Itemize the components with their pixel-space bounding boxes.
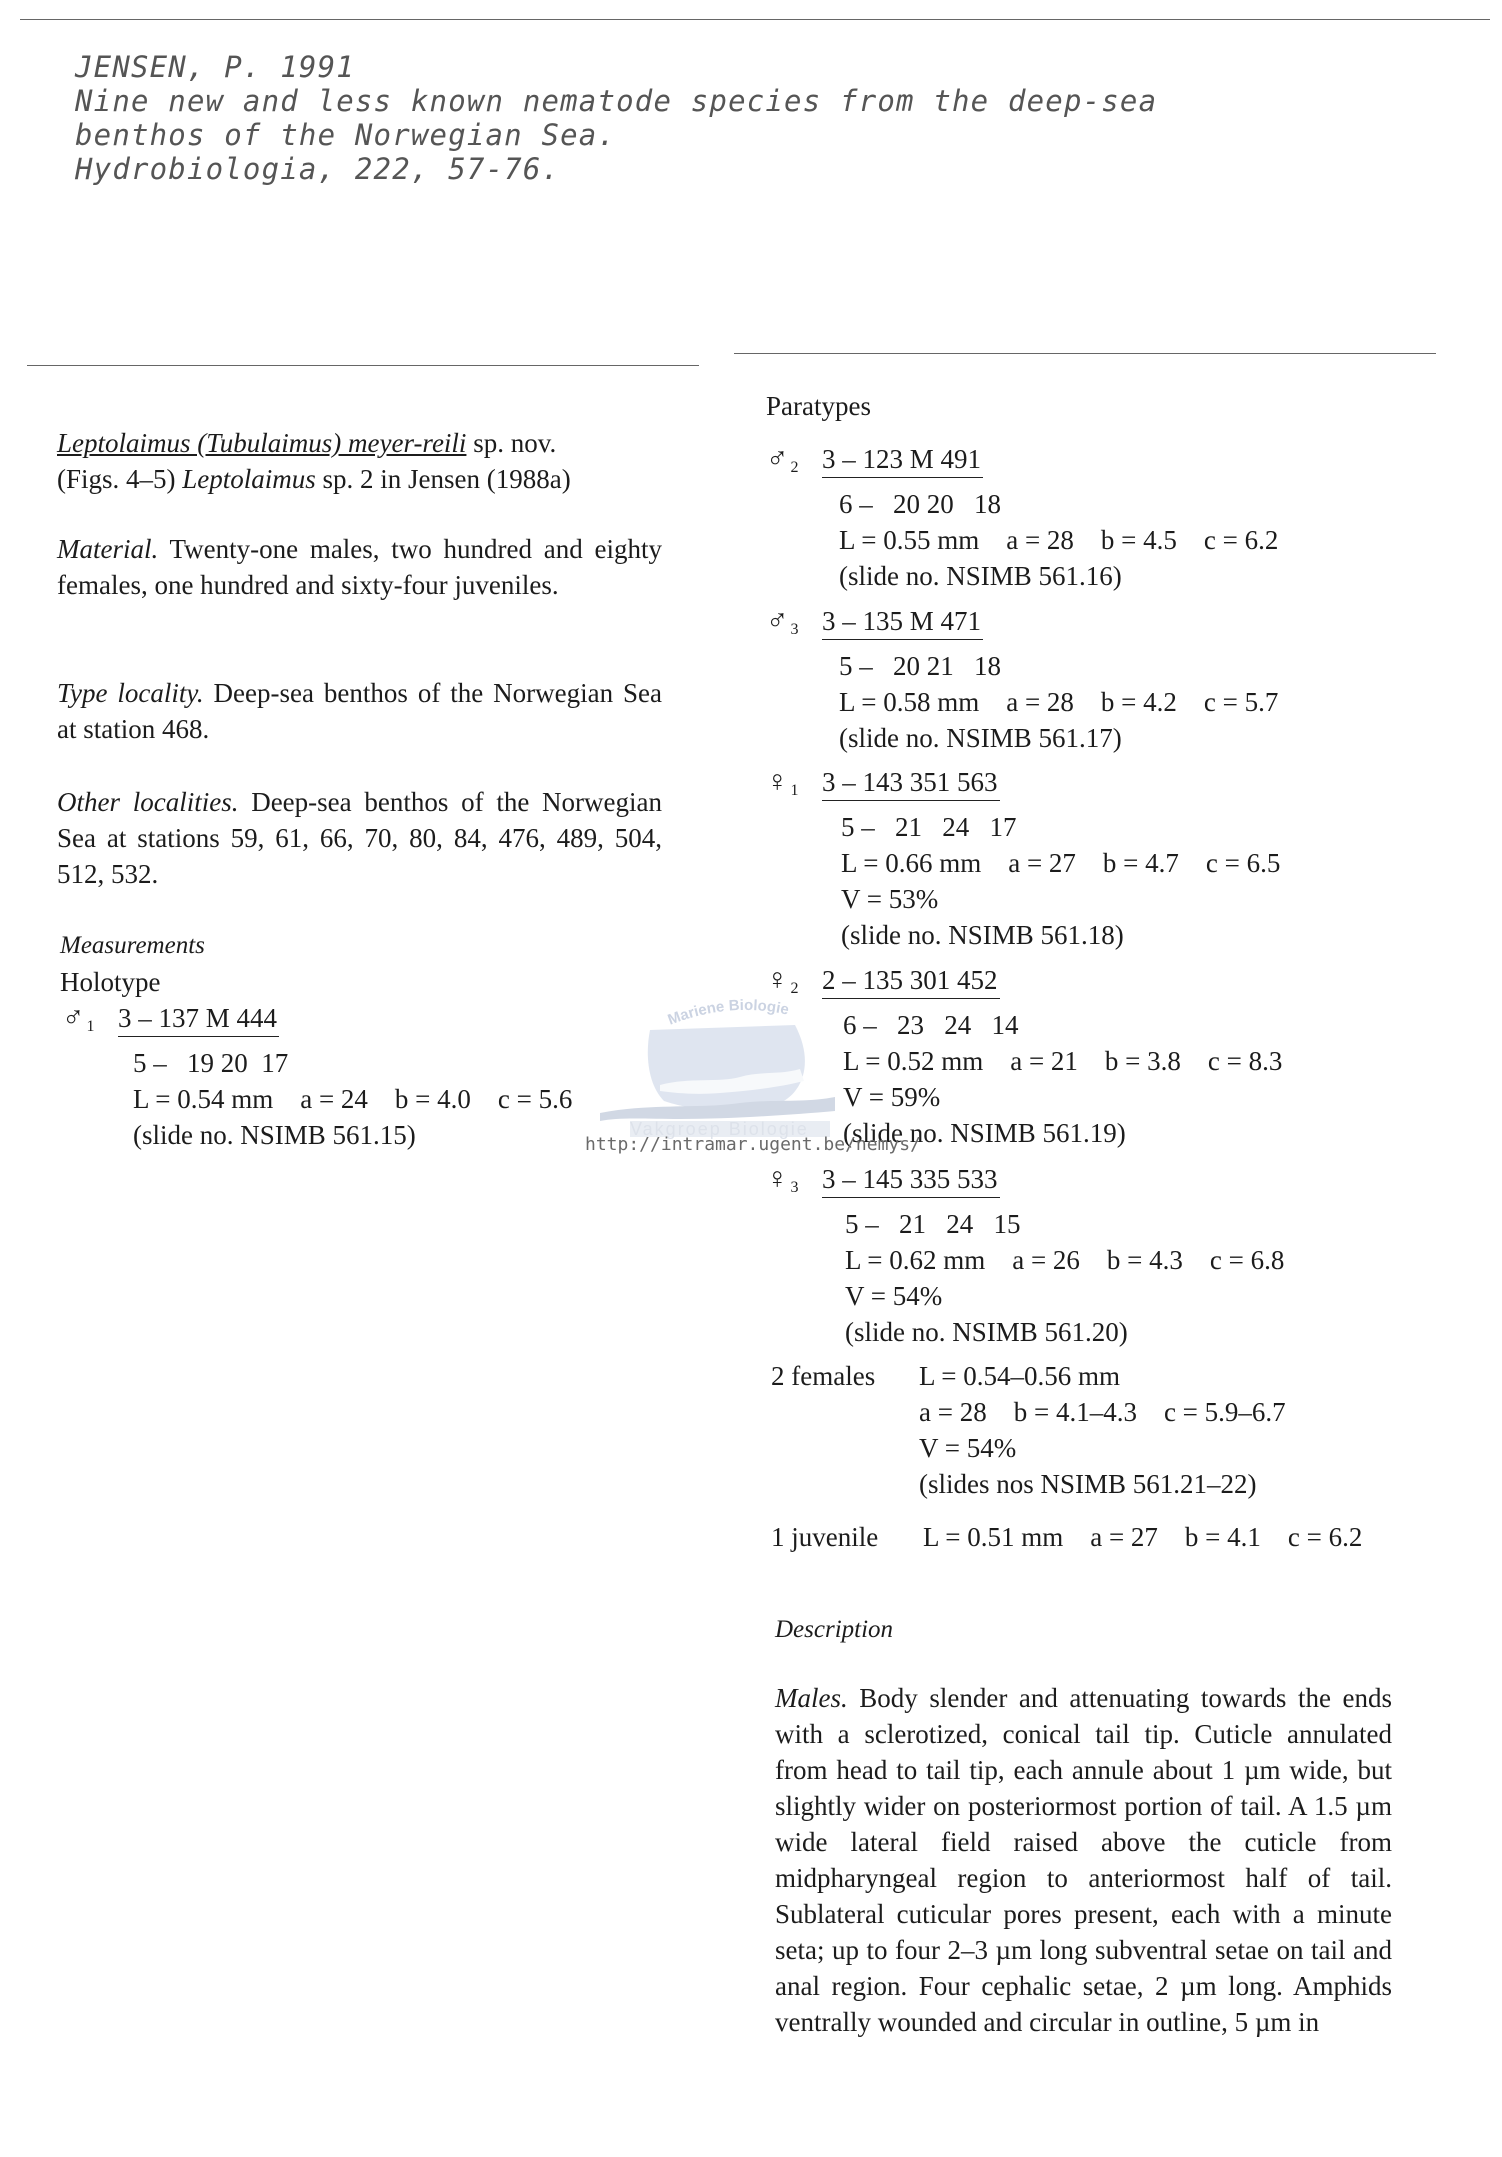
other-localities-label: Other localities.: [57, 787, 239, 817]
paratype-entry: [766, 962, 1282, 1151]
paratype-entry: [766, 441, 1278, 594]
material-label: Material.: [57, 534, 159, 564]
two-females-ratios: a = 28 b = 4.1–4.3 c = 5.9–6.7: [919, 1397, 1286, 1427]
two-females-v: V = 54%: [919, 1433, 1017, 1463]
watermark-arc-text: Mariene Biologie: [665, 996, 791, 1029]
material-paragraph: [57, 531, 662, 603]
description-heading: Description: [775, 1616, 894, 1643]
males-label: Males.: [775, 1683, 848, 1713]
citation-journal: Hydrobiologia, 222, 57-76.: [75, 152, 561, 186]
slide-number: (slide no. NSIMB 561.20): [845, 1317, 1128, 1347]
watermark-url: http://intramar.ugent.be/nemys/: [585, 1134, 921, 1155]
paratype-entry: [766, 603, 1278, 756]
species-name: Leptolaimus (Tubulaimus) meyer-reili: [57, 428, 467, 458]
males-text: Body slender and attenuating towards the ends with a sclerotized, conical tail tip. Cuticle annulated from head to tail tip, each annule about 1 µm wide, but slightly wider on posteriormost portion of tail. A 1.5 µm wide lateral field raised above the cuticle from midpharyngeal region to anteriormost half of tail. Sublateral cuticular pores present, each with a minute seta; up to four 2–3 µm long subventral setae on tail and anal region. Four cephalic setae, 2 µm long. Amphids ventrally wounded and circular in outline, 5 µm in: [775, 1683, 1392, 2037]
two-females-length: L = 0.54–0.56 mm: [919, 1361, 1120, 1391]
figs-ref: (Figs. 4–5): [57, 464, 183, 494]
svg-text:Mariene Biologie: [666, 997, 791, 1029]
ratios: L = 0.52 mm a = 21 b = 3.8 c = 8.3: [843, 1046, 1283, 1076]
species-suffix: sp. nov.: [466, 428, 557, 458]
type-locality-label: Type locality.: [57, 678, 204, 708]
juvenile-measurements: L = 0.51 mm a = 27 b = 4.1 c = 6.2: [923, 1522, 1363, 1552]
v-value: V = 59%: [843, 1082, 941, 1112]
ratios: L = 0.62 mm a = 26 b = 4.3 c = 6.8: [845, 1245, 1285, 1275]
left-column-rule: [27, 365, 699, 366]
slide-number: (slide no. NSIMB 561.15): [133, 1120, 416, 1150]
holotype-heading: Holotype: [60, 967, 161, 997]
female-symbol-icon: ♀ $_3$: [766, 1162, 799, 1196]
species-heading: [57, 425, 662, 497]
slide-number: (slide no. NSIMB 561.17): [839, 723, 1122, 753]
ratios: L = 0.58 mm a = 28 b = 4.2 c = 5.7: [839, 687, 1279, 717]
paratype-entry: [766, 1161, 1284, 1350]
formula-top: 3 – 137 M 444: [118, 1000, 279, 1037]
formula-top: 3 – 135 M 471: [822, 603, 983, 640]
juvenile-label: 1 juvenile: [771, 1522, 879, 1552]
formula-top: 2 – 135 301 452: [822, 962, 1000, 999]
slide-number: (slide no. NSIMB 561.18): [841, 920, 1124, 950]
male-symbol-icon: ♂ $_2$: [766, 442, 799, 476]
male-symbol-icon: ♂ $_1$: [62, 1001, 95, 1035]
formula-bottom: 6 – 20 20 18: [839, 489, 1001, 519]
juvenile-block: [771, 1519, 1362, 1555]
ratios: L = 0.54 mm a = 24 b = 4.0 c = 5.6: [133, 1084, 573, 1114]
ratios: L = 0.66 mm a = 27 b = 4.7 c = 6.5: [841, 848, 1281, 878]
citation-title-cont: benthos of the Norwegian Sea.: [75, 118, 617, 152]
males-description: [775, 1680, 1392, 2040]
type-locality-text: Deep-sea benthos of the Norwegian Sea at station 468.: [57, 678, 663, 744]
material-text: Twenty-one males, two hundred and eighty females, one hundred and sixty-four juveniles.: [57, 534, 662, 600]
other-localities-paragraph: [57, 784, 662, 892]
v-value: V = 53%: [841, 884, 939, 914]
female-symbol-icon: ♀ $_2$: [766, 963, 799, 997]
type-locality-paragraph: [57, 675, 662, 747]
citation-block: [75, 50, 1157, 186]
v-value: V = 54%: [845, 1281, 943, 1311]
formula-bottom: 5 – 20 21 18: [839, 651, 1001, 681]
other-localities-text: Deep-sea benthos of the Norwegian Sea at stations 59, 61, 66, 70, 80, 84, 476, 489, 504, 512, 532.: [57, 787, 662, 889]
holotype-measurements: [62, 1000, 572, 1153]
two-females-block: [771, 1358, 1286, 1502]
slide-number: (slide no. NSIMB 561.16): [839, 561, 1122, 591]
ratios: L = 0.55 mm a = 28 b = 4.5 c = 6.2: [839, 525, 1279, 555]
formula-bottom: 6 – 23 24 14: [843, 1010, 1019, 1040]
figs-ref-cont: sp. 2 in Jensen (1988a): [315, 464, 571, 494]
formula-bottom: 5 – 21 24 17: [841, 812, 1017, 842]
slide-number: (slide no. NSIMB 561.19): [843, 1118, 1126, 1148]
paratype-entry: [766, 764, 1280, 953]
paratypes-heading: Paratypes: [766, 391, 871, 421]
formula-top: 3 – 145 335 533: [822, 1161, 1000, 1198]
measurements-heading: Measurements: [60, 932, 205, 959]
marine-biology-logo-watermark: [590, 985, 840, 1155]
top-rule: [20, 19, 1490, 20]
formula-top: 3 – 143 351 563: [822, 764, 1000, 801]
figs-genus: Leptolaimus: [182, 464, 316, 494]
citation-title: Nine new and less known nematode species from the deep-sea: [75, 84, 1158, 118]
formula-top: 3 – 123 M 491: [822, 441, 983, 478]
right-column-rule: [734, 353, 1436, 354]
formula-bottom: 5 – 21 24 15: [845, 1209, 1021, 1239]
watermark-bar-text: Vakgroep Biologie: [630, 1119, 809, 1139]
male-symbol-icon: ♂ $_3$: [766, 604, 799, 638]
citation-author: JENSEN, P. 1991: [75, 50, 355, 84]
two-females-slides: (slides nos NSIMB 561.21–22): [919, 1469, 1257, 1499]
formula-bottom: 5 – 19 20 17: [133, 1048, 289, 1078]
two-females-label: 2 females: [771, 1361, 876, 1391]
female-symbol-icon: ♀ $_1$: [766, 765, 799, 799]
